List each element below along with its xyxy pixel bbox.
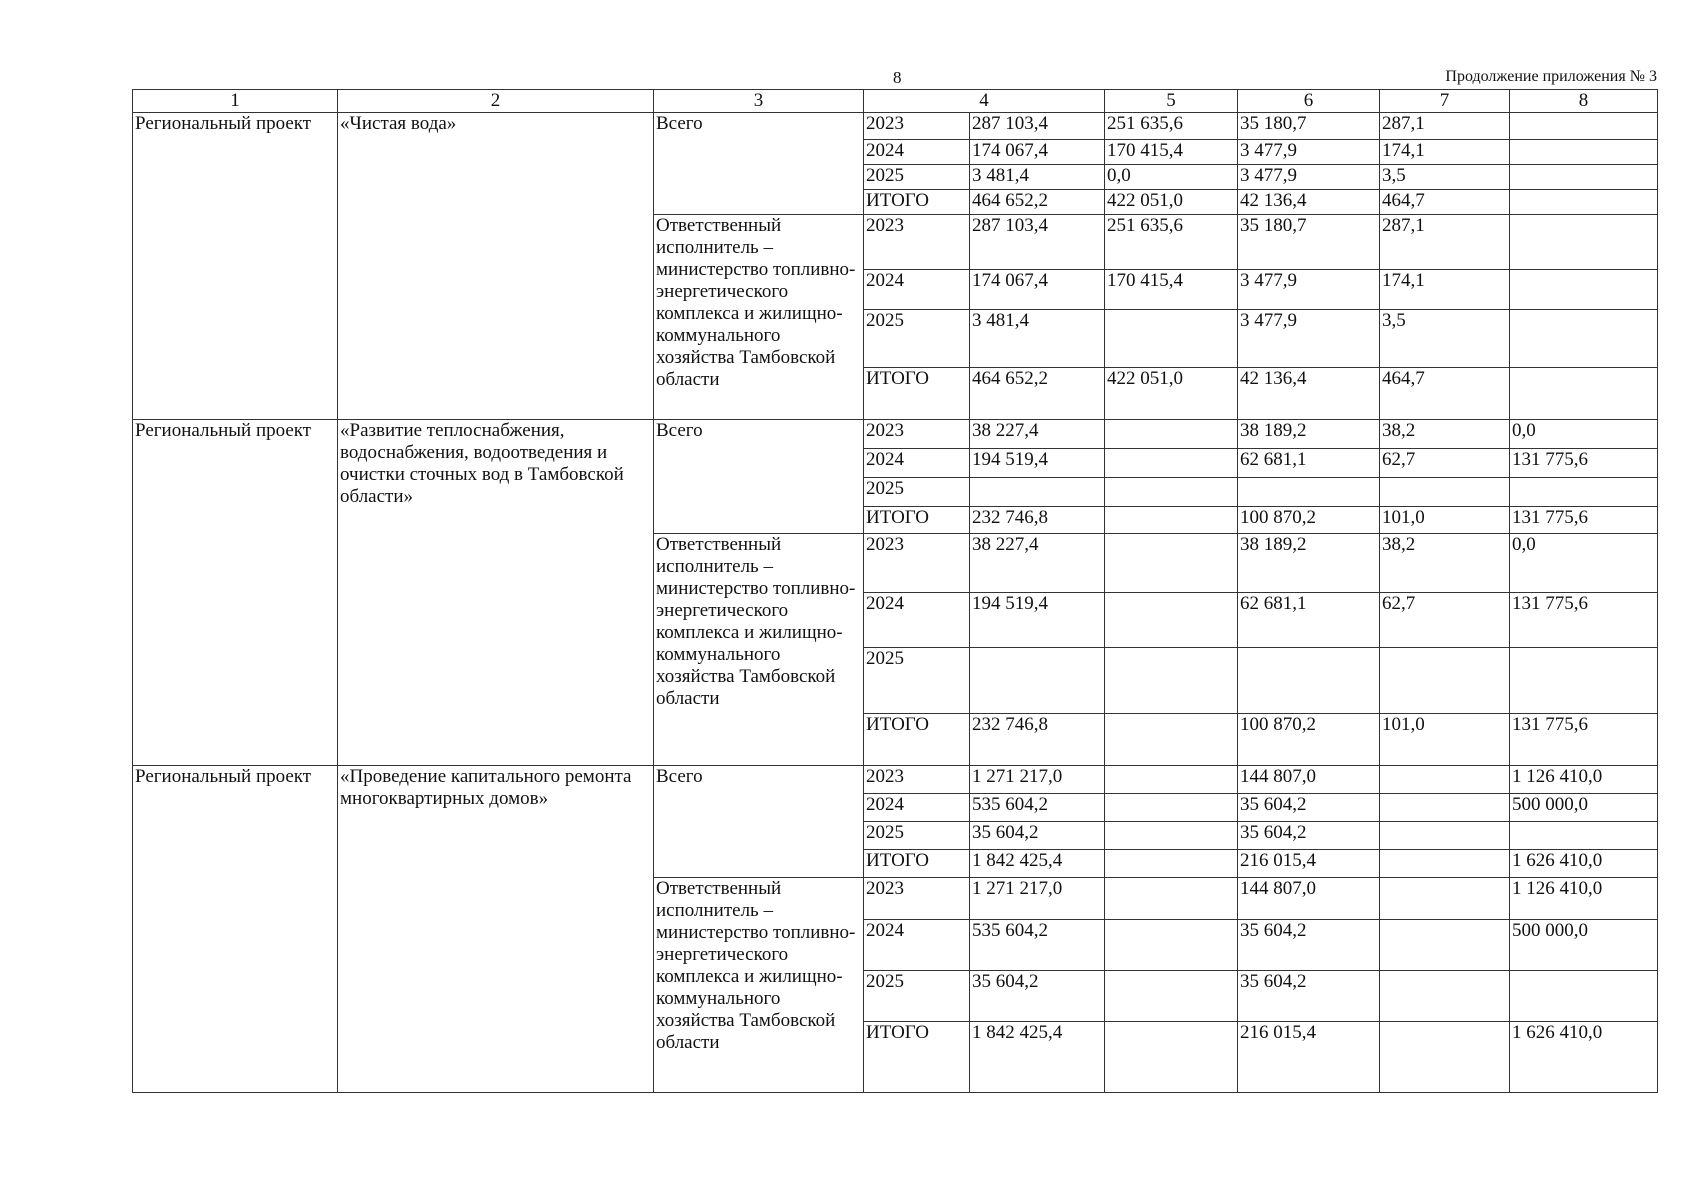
year-cell: 2025 xyxy=(864,971,970,1022)
regional-budget-cell: 216 015,4 xyxy=(1238,850,1380,878)
regional-budget-cell: 3 477,9 xyxy=(1238,310,1380,368)
other-sources-cell: 1 126 410,0 xyxy=(1510,766,1658,794)
local-budget-cell: 101,0 xyxy=(1380,507,1510,534)
other-sources-cell xyxy=(1510,215,1658,270)
regional-budget-cell: 42 136,4 xyxy=(1238,190,1380,215)
table-body xyxy=(133,90,1658,1093)
year-cell: 2024 xyxy=(864,270,970,310)
group-label-cell: Всего xyxy=(654,420,864,534)
year-cell: 2025 xyxy=(864,822,970,850)
federal-budget-cell: 170 415,4 xyxy=(1105,140,1238,165)
local-budget-cell xyxy=(1380,478,1510,507)
column-header: 7 xyxy=(1380,90,1510,113)
total-cell: 1 271 217,0 xyxy=(970,766,1105,794)
federal-budget-cell: 170 415,4 xyxy=(1105,270,1238,310)
local-budget-cell: 38,2 xyxy=(1380,420,1510,449)
year-cell: 2025 xyxy=(864,478,970,507)
column-header: 8 xyxy=(1510,90,1658,113)
total-cell: 1 842 425,4 xyxy=(970,1022,1105,1093)
group-label-cell: Ответственный исполнитель – министерство топливно-энергетического комплекса и жилищно-коммунального хозяйства Тамбовской области xyxy=(654,878,864,1093)
federal-budget-cell: 251 635,6 xyxy=(1105,113,1238,140)
regional-budget-cell: 38 189,2 xyxy=(1238,420,1380,449)
local-budget-cell: 3,5 xyxy=(1380,165,1510,190)
total-cell: 194 519,4 xyxy=(970,593,1105,648)
other-sources-cell xyxy=(1510,113,1658,140)
local-budget-cell xyxy=(1380,1022,1510,1093)
total-cell: 464 652,2 xyxy=(970,368,1105,420)
local-budget-cell: 287,1 xyxy=(1380,215,1510,270)
year-cell: ИТОГО xyxy=(864,190,970,215)
other-sources-cell: 1 626 410,0 xyxy=(1510,1022,1658,1093)
federal-budget-cell xyxy=(1105,971,1238,1022)
year-cell: 2024 xyxy=(864,449,970,478)
total-cell: 232 746,8 xyxy=(970,714,1105,766)
federal-budget-cell: 251 635,6 xyxy=(1105,215,1238,270)
federal-budget-cell xyxy=(1105,1022,1238,1093)
federal-budget-cell: 422 051,0 xyxy=(1105,190,1238,215)
total-cell: 174 067,4 xyxy=(970,140,1105,165)
regional-budget-cell: 35 180,7 xyxy=(1238,113,1380,140)
total-cell: 1 842 425,4 xyxy=(970,850,1105,878)
project-name-cell: «Проведение капитального ремонта многоквартирных домов» xyxy=(338,766,654,1093)
total-cell: 535 604,2 xyxy=(970,794,1105,822)
other-sources-cell xyxy=(1510,822,1658,850)
regional-budget-cell: 35 604,2 xyxy=(1238,920,1380,971)
other-sources-cell xyxy=(1510,971,1658,1022)
local-budget-cell xyxy=(1380,648,1510,714)
local-budget-cell: 62,7 xyxy=(1380,449,1510,478)
other-sources-cell xyxy=(1510,478,1658,507)
regional-budget-cell: 35 604,2 xyxy=(1238,971,1380,1022)
local-budget-cell xyxy=(1380,794,1510,822)
federal-budget-cell xyxy=(1105,478,1238,507)
column-header: 6 xyxy=(1238,90,1380,113)
regional-budget-cell: 144 807,0 xyxy=(1238,766,1380,794)
total-cell: 35 604,2 xyxy=(970,971,1105,1022)
year-cell: 2024 xyxy=(864,593,970,648)
other-sources-cell: 1 126 410,0 xyxy=(1510,878,1658,920)
continuation-label: Продолжение приложения № 3 xyxy=(1445,68,1657,85)
total-cell: 535 604,2 xyxy=(970,920,1105,971)
local-budget-cell xyxy=(1380,971,1510,1022)
project-type-cell: Региональный проект xyxy=(133,766,338,1093)
funding-table xyxy=(132,89,1658,1093)
other-sources-cell xyxy=(1510,190,1658,215)
group-label-cell: Ответственный исполнитель – министерство топливно-энергетического комплекса и жилищно-коммунального хозяйства Тамбовской области xyxy=(654,534,864,766)
regional-budget-cell: 35 604,2 xyxy=(1238,822,1380,850)
regional-budget-cell: 62 681,1 xyxy=(1238,593,1380,648)
federal-budget-cell xyxy=(1105,794,1238,822)
year-cell: 2025 xyxy=(864,648,970,714)
project-type-cell: Региональный проект xyxy=(133,420,338,766)
local-budget-cell: 62,7 xyxy=(1380,593,1510,648)
federal-budget-cell xyxy=(1105,534,1238,593)
local-budget-cell xyxy=(1380,766,1510,794)
federal-budget-cell xyxy=(1105,648,1238,714)
project-type-cell: Региональный проект xyxy=(133,113,338,420)
other-sources-cell: 500 000,0 xyxy=(1510,920,1658,971)
year-cell: 2023 xyxy=(864,113,970,140)
year-cell: ИТОГО xyxy=(864,507,970,534)
total-cell: 35 604,2 xyxy=(970,822,1105,850)
year-cell: 2023 xyxy=(864,534,970,593)
federal-budget-cell xyxy=(1105,310,1238,368)
column-header: 3 xyxy=(654,90,864,113)
federal-budget-cell xyxy=(1105,449,1238,478)
total-cell: 1 271 217,0 xyxy=(970,878,1105,920)
local-budget-cell: 174,1 xyxy=(1380,140,1510,165)
local-budget-cell: 101,0 xyxy=(1380,714,1510,766)
year-cell: ИТОГО xyxy=(864,714,970,766)
regional-budget-cell: 38 189,2 xyxy=(1238,534,1380,593)
group-label-cell: Всего xyxy=(654,113,864,215)
group-label-cell: Всего xyxy=(654,766,864,878)
year-cell: 2023 xyxy=(864,420,970,449)
federal-budget-cell xyxy=(1105,593,1238,648)
year-cell: ИТОГО xyxy=(864,1022,970,1093)
other-sources-cell: 131 775,6 xyxy=(1510,593,1658,648)
total-cell: 194 519,4 xyxy=(970,449,1105,478)
total-cell: 38 227,4 xyxy=(970,420,1105,449)
page-number: 8 xyxy=(893,68,902,87)
year-cell: 2025 xyxy=(864,165,970,190)
table-row xyxy=(133,420,1658,449)
regional-budget-cell: 35 604,2 xyxy=(1238,794,1380,822)
regional-budget-cell: 3 477,9 xyxy=(1238,140,1380,165)
column-header: 1 xyxy=(133,90,338,113)
other-sources-cell xyxy=(1510,270,1658,310)
other-sources-cell xyxy=(1510,310,1658,368)
total-cell: 38 227,4 xyxy=(970,534,1105,593)
column-header: 5 xyxy=(1105,90,1238,113)
local-budget-cell xyxy=(1380,920,1510,971)
local-budget-cell: 464,7 xyxy=(1380,368,1510,420)
regional-budget-cell: 100 870,2 xyxy=(1238,507,1380,534)
total-cell xyxy=(970,648,1105,714)
total-cell: 3 481,4 xyxy=(970,165,1105,190)
federal-budget-cell xyxy=(1105,920,1238,971)
other-sources-cell: 131 775,6 xyxy=(1510,449,1658,478)
regional-budget-cell: 42 136,4 xyxy=(1238,368,1380,420)
regional-budget-cell xyxy=(1238,478,1380,507)
other-sources-cell: 500 000,0 xyxy=(1510,794,1658,822)
federal-budget-cell xyxy=(1105,507,1238,534)
local-budget-cell xyxy=(1380,850,1510,878)
regional-budget-cell: 100 870,2 xyxy=(1238,714,1380,766)
year-cell: 2023 xyxy=(864,215,970,270)
federal-budget-cell xyxy=(1105,420,1238,449)
total-cell: 287 103,4 xyxy=(970,113,1105,140)
local-budget-cell: 3,5 xyxy=(1380,310,1510,368)
other-sources-cell: 131 775,6 xyxy=(1510,507,1658,534)
federal-budget-cell: 422 051,0 xyxy=(1105,368,1238,420)
year-cell: ИТОГО xyxy=(864,850,970,878)
local-budget-cell xyxy=(1380,878,1510,920)
local-budget-cell: 38,2 xyxy=(1380,534,1510,593)
table-row xyxy=(133,113,1658,140)
other-sources-cell: 1 626 410,0 xyxy=(1510,850,1658,878)
project-name-cell: «Развитие теплоснабжения, водоснабжения, водоотведения и очистки сточных вод в Тамбовской области» xyxy=(338,420,654,766)
total-cell: 464 652,2 xyxy=(970,190,1105,215)
year-cell: 2025 xyxy=(864,310,970,368)
local-budget-cell: 464,7 xyxy=(1380,190,1510,215)
year-cell: 2024 xyxy=(864,920,970,971)
total-cell: 3 481,4 xyxy=(970,310,1105,368)
total-cell: 287 103,4 xyxy=(970,215,1105,270)
federal-budget-cell: 0,0 xyxy=(1105,165,1238,190)
other-sources-cell xyxy=(1510,368,1658,420)
regional-budget-cell xyxy=(1238,648,1380,714)
federal-budget-cell xyxy=(1105,822,1238,850)
other-sources-cell xyxy=(1510,648,1658,714)
federal-budget-cell xyxy=(1105,714,1238,766)
table-row xyxy=(133,766,1658,794)
federal-budget-cell xyxy=(1105,850,1238,878)
local-budget-cell: 287,1 xyxy=(1380,113,1510,140)
year-cell: ИТОГО xyxy=(864,368,970,420)
year-cell: 2024 xyxy=(864,140,970,165)
regional-budget-cell: 216 015,4 xyxy=(1238,1022,1380,1093)
year-cell: 2023 xyxy=(864,878,970,920)
local-budget-cell: 174,1 xyxy=(1380,270,1510,310)
regional-budget-cell: 62 681,1 xyxy=(1238,449,1380,478)
local-budget-cell xyxy=(1380,822,1510,850)
other-sources-cell xyxy=(1510,140,1658,165)
total-cell xyxy=(970,478,1105,507)
regional-budget-cell: 3 477,9 xyxy=(1238,165,1380,190)
other-sources-cell xyxy=(1510,165,1658,190)
total-cell: 174 067,4 xyxy=(970,270,1105,310)
group-label-cell: Ответственный исполнитель – министерство топливно-энергетического комплекса и жилищно-коммунального хозяйства Тамбовской области xyxy=(654,215,864,420)
header-row xyxy=(133,90,1658,113)
regional-budget-cell: 35 180,7 xyxy=(1238,215,1380,270)
regional-budget-cell: 144 807,0 xyxy=(1238,878,1380,920)
column-header: 4 xyxy=(864,90,1105,113)
other-sources-cell: 0,0 xyxy=(1510,420,1658,449)
project-name-cell: «Чистая вода» xyxy=(338,113,654,420)
column-header: 2 xyxy=(338,90,654,113)
other-sources-cell: 0,0 xyxy=(1510,534,1658,593)
year-cell: 2024 xyxy=(864,794,970,822)
total-cell: 232 746,8 xyxy=(970,507,1105,534)
year-cell: 2023 xyxy=(864,766,970,794)
other-sources-cell: 131 775,6 xyxy=(1510,714,1658,766)
regional-budget-cell: 3 477,9 xyxy=(1238,270,1380,310)
federal-budget-cell xyxy=(1105,878,1238,920)
federal-budget-cell xyxy=(1105,766,1238,794)
